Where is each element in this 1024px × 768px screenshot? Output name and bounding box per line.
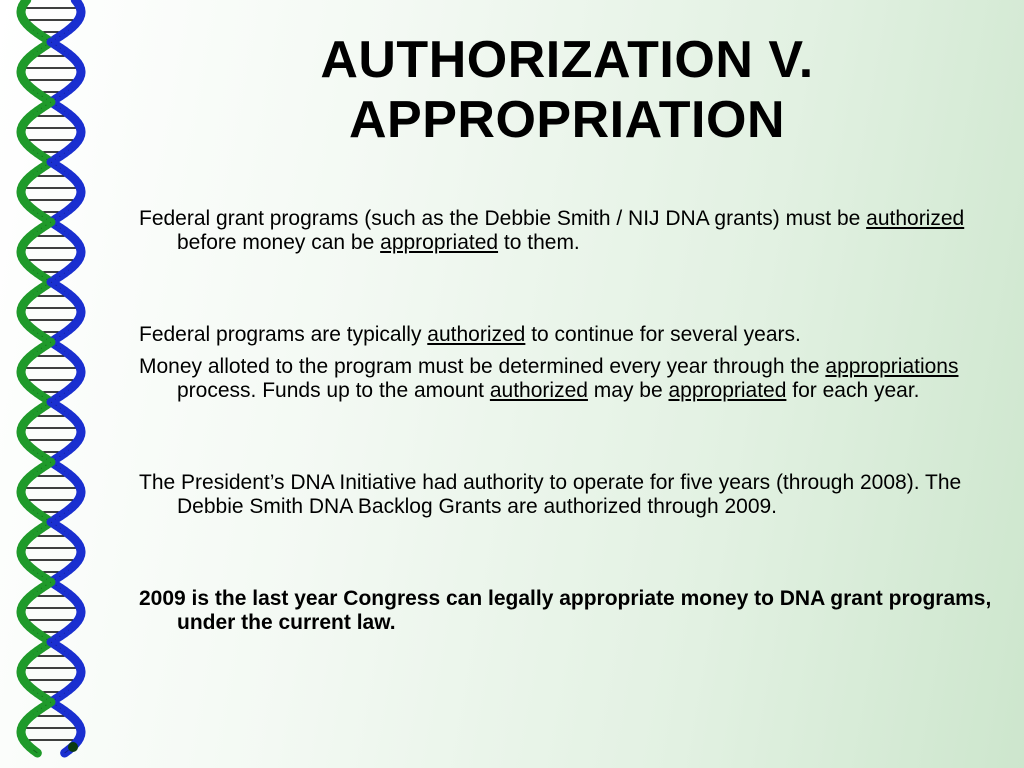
term-appropriations: appropriations (825, 355, 959, 378)
dna-end-cap (68, 742, 78, 752)
paragraph-authorization-requirement: Federal grant programs (such as the Debbie Smith / NIJ DNA grants) must be authorized before money can be appropriated to them. (139, 207, 965, 254)
term-authorized: authorized (489, 379, 588, 402)
dna-helix-decoration (10, 0, 92, 768)
paragraph-authorized-years: Federal programs are typically authorized to continue for several years. (139, 323, 801, 346)
slide-title (110, 30, 1024, 150)
term-appropriated: appropriated (668, 379, 787, 402)
slide-body (139, 207, 999, 635)
paragraph-presidents-initiative: The President’s DNA Initiative had authority to operate for five years (through 2008). The Debbie Smith DNA Backlog Grants are authorized through 2009. (139, 471, 962, 518)
paragraph-appropriations-process: Money alloted to the program must be determined every year through the appropriations process. Funds up to the amount authorized may be appropriated for each year. (139, 355, 959, 402)
term-appropriated: appropriated (380, 231, 499, 254)
term-authorized: authorized (427, 323, 526, 346)
paragraph-deadline-note: 2009 is the last year Congress can legally appropriate money to DNA grant programs, under the current law. (139, 587, 992, 634)
title-line-2: APPROPRIATION (348, 91, 785, 149)
title-line-1: AUTHORIZATION V. (320, 31, 814, 89)
term-authorized: authorized (866, 207, 965, 230)
